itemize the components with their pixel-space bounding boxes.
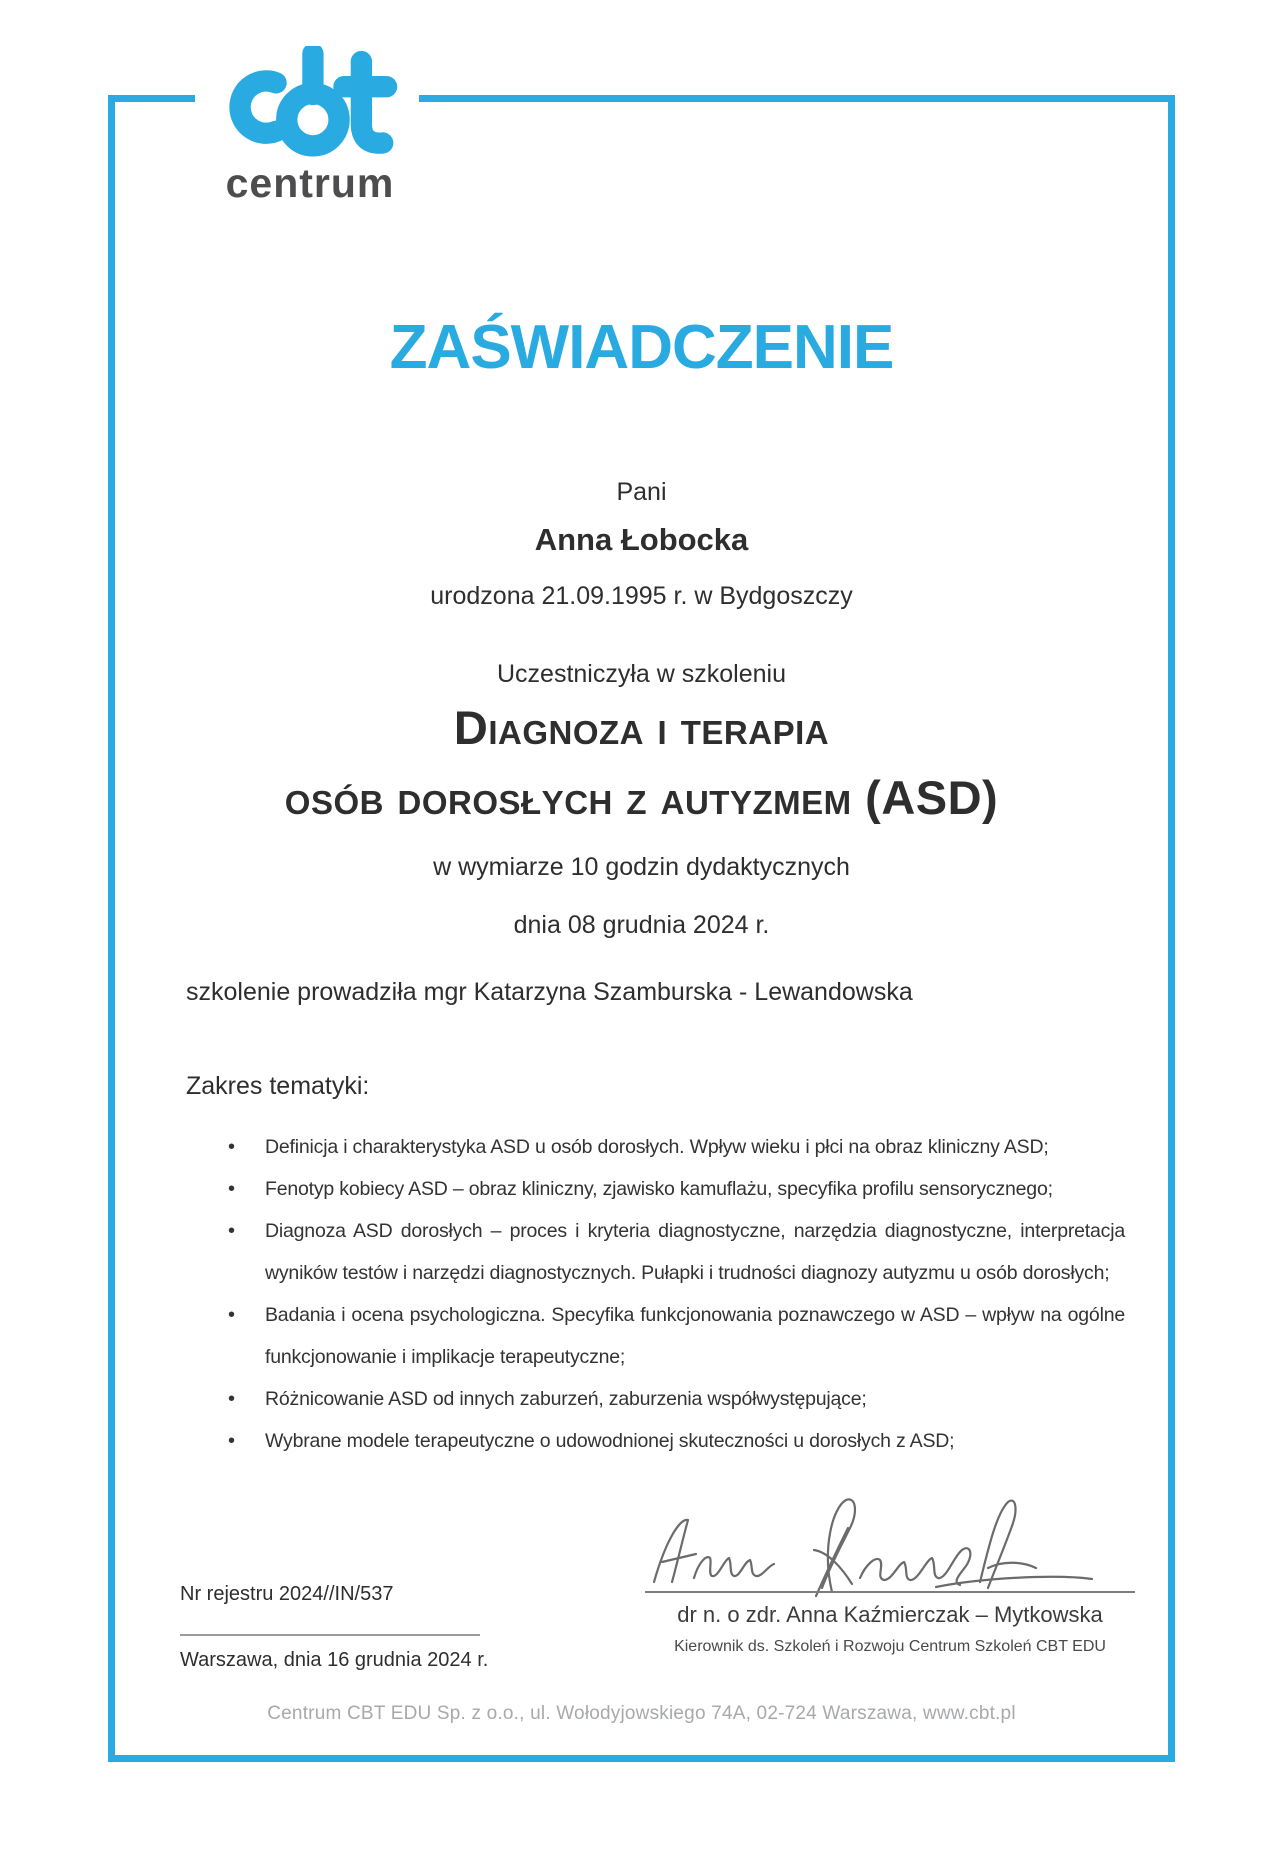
topic-text: Badania i ocena psychologiczna. Specyfika funkcjonowania poznawczego w ASD – wpływ na ogólne funkcjonowanie i implikacje terapeutyczne; [265,1304,1125,1368]
bullet-icon: • [228,1304,235,1326]
topic-item [228,1378,1125,1420]
topic-text: Diagnoza ASD dorosłych – proces i kryteria diagnostyczne, narzędzia diagnostyczne, interpretacja wyników testów i narzędzi diagnostycznych. Pułapki i trudności diagnozy autyzmu u osób dorosłych; [265,1220,1125,1284]
topic-text: Fenotyp kobiecy ASD – obraz kliniczny, zjawisko kamuflażu, specyfika profilu sensorycznego; [265,1178,1053,1200]
course-hours-line: w wymiarze 10 godzin dydaktycznych [433,853,850,881]
signer-name: dr n. o zdr. Anna Kaźmierczak – Mytkowska [677,1602,1103,1627]
topic-text: Wybrane modele terapeutyczne o udowodnionej skuteczności u dorosłych z ASD; [265,1430,955,1452]
logo-centrum-text: centrum [225,160,395,206]
registry-number: Nr rejestru 2024//IN/537 [180,1583,394,1605]
course-trainer-line: szkolenie prowadziła mgr Katarzyna Szamburska - Lewandowska [186,978,913,1006]
bullet-icon: • [228,1388,235,1410]
registry-place-date: Warszawa, dnia 16 grudnia 2024 r. [180,1649,489,1671]
cbt-centrum-logo [200,46,420,204]
course-title-line2: osób dorosłych z autyzmem (ASD) [284,771,999,824]
topic-text: Definicja i charakterystyka ASD u osób dorosłych. Wpływ wieku i płci na obraz kliniczny ASD; [265,1136,1049,1158]
recipient-name: Anna Łobocka [534,522,749,557]
course-date-line: dnia 08 grudnia 2024 r. [513,911,770,939]
topic-item [228,1210,1125,1294]
topic-text: Różnicowanie ASD od innych zaburzeń, zaburzenia współwystępujące; [265,1388,867,1410]
footer-company-line: Centrum CBT EDU Sp. z o.o., ul. Wołodyjowskiego 74A, 02-724 Warszawa, www.cbt.pl [267,1703,1016,1724]
topics-heading: Zakres tematyki: [186,1072,370,1100]
topics-list [228,1126,1125,1462]
signer-role: Kierownik ds. Szkoleń i Rozwoju Centrum Szkoleń CBT EDU [674,1638,1106,1655]
registry-divider [180,1634,480,1636]
topic-item [228,1126,1125,1168]
bullet-icon: • [228,1136,235,1158]
cbt-logo-icon [200,46,420,173]
bullet-icon: • [228,1430,235,1452]
recipient-birth-line: urodzona 21.09.1995 r. w Bydgoszczy [430,582,853,610]
bullet-icon: • [228,1220,235,1242]
topic-item [228,1420,1125,1462]
bullet-icon: • [228,1178,235,1200]
course-title-line1: Diagnoza i terapia [453,701,830,754]
document-title: ZAŚWIADCZENIE [389,313,894,382]
signature-divider [645,1591,1135,1593]
topic-item [228,1168,1125,1210]
handwritten-signature [636,1490,1106,1603]
topic-item [228,1294,1125,1378]
recipient-salutation: Pani [616,478,667,506]
course-intro-line: Uczestniczyła w szkoleniu [497,660,786,688]
